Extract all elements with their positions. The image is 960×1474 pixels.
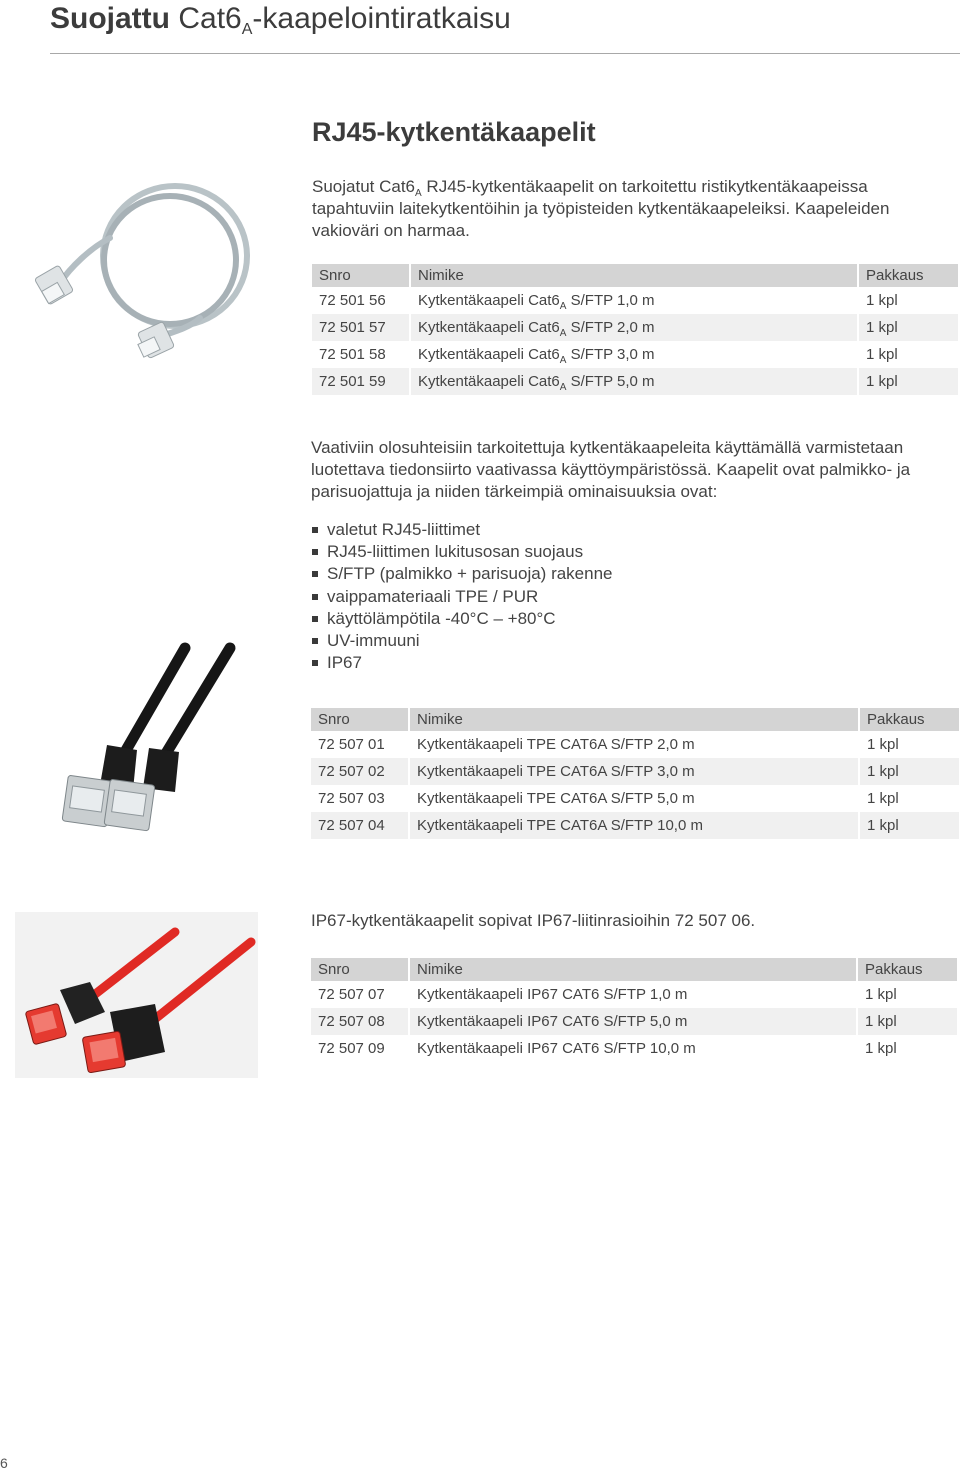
table-row [312,368,958,395]
cell-nimike [411,368,859,395]
page-title [50,0,511,38]
cell-pakkaus: 1 kpl [860,758,959,785]
cell-pakkaus: 1 kpl [866,346,898,363]
cell-nimike-rest: S/FTP 5,0 m [566,373,655,390]
product-table-ip67 [311,958,957,1062]
cell-pakkaus: 1 kpl [865,1040,897,1057]
cell-nimike: Kytkentäkaapeli IP67 CAT6 S/FTP 10,0 m [410,1035,858,1062]
page-title-rest: -kaapelointiratkaisu [252,2,511,35]
cell-nimike-rest: S/FTP 1,0 m [566,292,655,309]
section-title: RJ45-kytkentäkaapelit [312,117,596,147]
cell-nimike-text: Kytkentäkaapeli Cat6 [418,292,560,309]
black-patch-cable-icon [45,640,245,835]
cell-nimike-subscript: A [559,355,567,366]
table-header-row [311,708,959,731]
cell-snro: 72 501 59 [312,368,411,395]
table-row [311,785,959,812]
cell-snro: 72 501 56 [312,287,411,314]
cell-snro: 72 501 58 [312,341,411,368]
list-item: valetut RJ45-liittimet [311,519,871,541]
column-header-snro: Snro [311,708,410,731]
page-number: 6 [0,1455,8,1471]
cell-nimike-subscript: A [559,301,567,312]
page-title-subscript: A [241,21,253,38]
column-header-nimike: Nimike [410,958,858,981]
table-row [312,287,958,314]
column-header-snro: Snro [312,264,411,287]
cell-pakkaus: 1 kpl [860,812,959,839]
cell-snro: 72 507 08 [311,1008,410,1035]
column-header-pakkaus: Pakkaus [858,958,957,981]
column-header-pakkaus: Pakkaus [860,708,959,731]
cell-snro: 72 507 01 [311,731,410,758]
cell-pakkaus: 1 kpl [859,368,958,395]
intro-paragraph [312,176,912,242]
list-item: S/FTP (palmikko + parisuoja) rakenne [311,563,871,585]
title-divider [50,53,960,54]
table-header-row [312,264,958,287]
table-header-row [311,958,957,981]
cell-nimike [411,341,859,368]
page-title-bold: Suojattu [50,2,170,35]
cell-nimike: Kytkentäkaapeli IP67 CAT6 S/FTP 5,0 m [410,1008,858,1035]
cell-nimike-subscript: A [559,328,567,339]
cell-nimike [411,287,859,314]
list-item: RJ45-liittimen lukitusosan suojaus [311,541,871,563]
page-title-main: Cat6 [178,2,242,35]
cell-nimike-rest: S/FTP 3,0 m [566,346,655,363]
cell-nimike-text: Kytkentäkaapeli Cat6 [418,373,560,390]
cell-nimike: Kytkentäkaapeli TPE CAT6A S/FTP 10,0 m [410,812,860,839]
product-table-tpe [311,708,959,839]
feature-list [311,519,871,674]
cell-snro: 72 501 57 [312,314,411,341]
body-paragraph: Vaativiin olosuhteisiin tarkoitettuja kytkentäkaapeleita käyttämällä varmistetaan luotettava tiedonsiirto vaativassa käyttöympäristössä. Kaapelit ovat palmikko- ja parisuojattuja ja niiden tärkeimpiä ominaisuuksia ovat: [311,438,911,501]
cell-nimike-rest: S/FTP 2,0 m [566,319,655,336]
list-item: UV-immuuni [311,630,871,652]
table-row [311,981,957,1008]
cell-pakkaus: 1 kpl [866,292,898,309]
list-item: vaippamateriaali TPE / PUR [311,586,871,608]
cell-snro: 72 507 07 [311,981,410,1008]
intro-subscript: A [415,188,422,199]
grey-patch-cable-icon [30,178,260,368]
intro-text-a: Suojatut Cat6 [312,177,416,196]
cell-nimike-subscript: A [559,382,567,393]
cell-nimike: Kytkentäkaapeli TPE CAT6A S/FTP 3,0 m [410,758,860,785]
cell-snro: 72 507 03 [311,785,410,812]
table-row [311,812,959,839]
cell-snro: 72 507 02 [311,758,410,785]
product-table-cat6a [312,264,958,395]
table-row [311,1008,957,1035]
cell-nimike: Kytkentäkaapeli TPE CAT6A S/FTP 5,0 m [410,785,860,812]
list-item: käyttölämpötila -40°C – +80°C [311,608,871,630]
cell-pakkaus: 1 kpl [858,1008,957,1035]
cell-nimike [411,314,859,341]
table-row [311,758,959,785]
column-header-nimike: Nimike [410,708,860,731]
table-row [312,341,958,368]
list-item: IP67 [311,652,871,674]
red-ip67-cable-icon [15,912,258,1078]
table-row [311,1035,957,1062]
cell-pakkaus: 1 kpl [859,314,958,341]
cell-nimike: Kytkentäkaapeli IP67 CAT6 S/FTP 1,0 m [410,981,858,1008]
cell-nimike: Kytkentäkaapeli TPE CAT6A S/FTP 2,0 m [410,731,860,758]
cell-pakkaus: 1 kpl [865,986,897,1003]
cell-pakkaus: 1 kpl [867,736,899,753]
cell-pakkaus: 1 kpl [867,790,899,807]
column-header-nimike: Nimike [411,264,859,287]
column-header-snro: Snro [311,958,410,981]
cell-nimike-text: Kytkentäkaapeli Cat6 [418,346,560,363]
column-header-pakkaus: Pakkaus [859,264,958,287]
cell-snro: 72 507 04 [311,812,410,839]
cell-nimike-text: Kytkentäkaapeli Cat6 [418,319,560,336]
table-row [311,731,959,758]
ip67-note: IP67-kytkentäkaapelit sopivat IP67-liitinrasioihin 72 507 06. [311,911,756,930]
intro-text-b: RJ45-kytkentäkaapelit on tarkoitettu ristikytkentäkaapeissa tapahtuviin laitekytkentöihin ja työpisteiden kytkentäkaapeleiksi. Kaapeleiden vakioväri on harmaa. [312,177,890,240]
table-row [312,314,958,341]
cell-snro: 72 507 09 [311,1035,410,1062]
